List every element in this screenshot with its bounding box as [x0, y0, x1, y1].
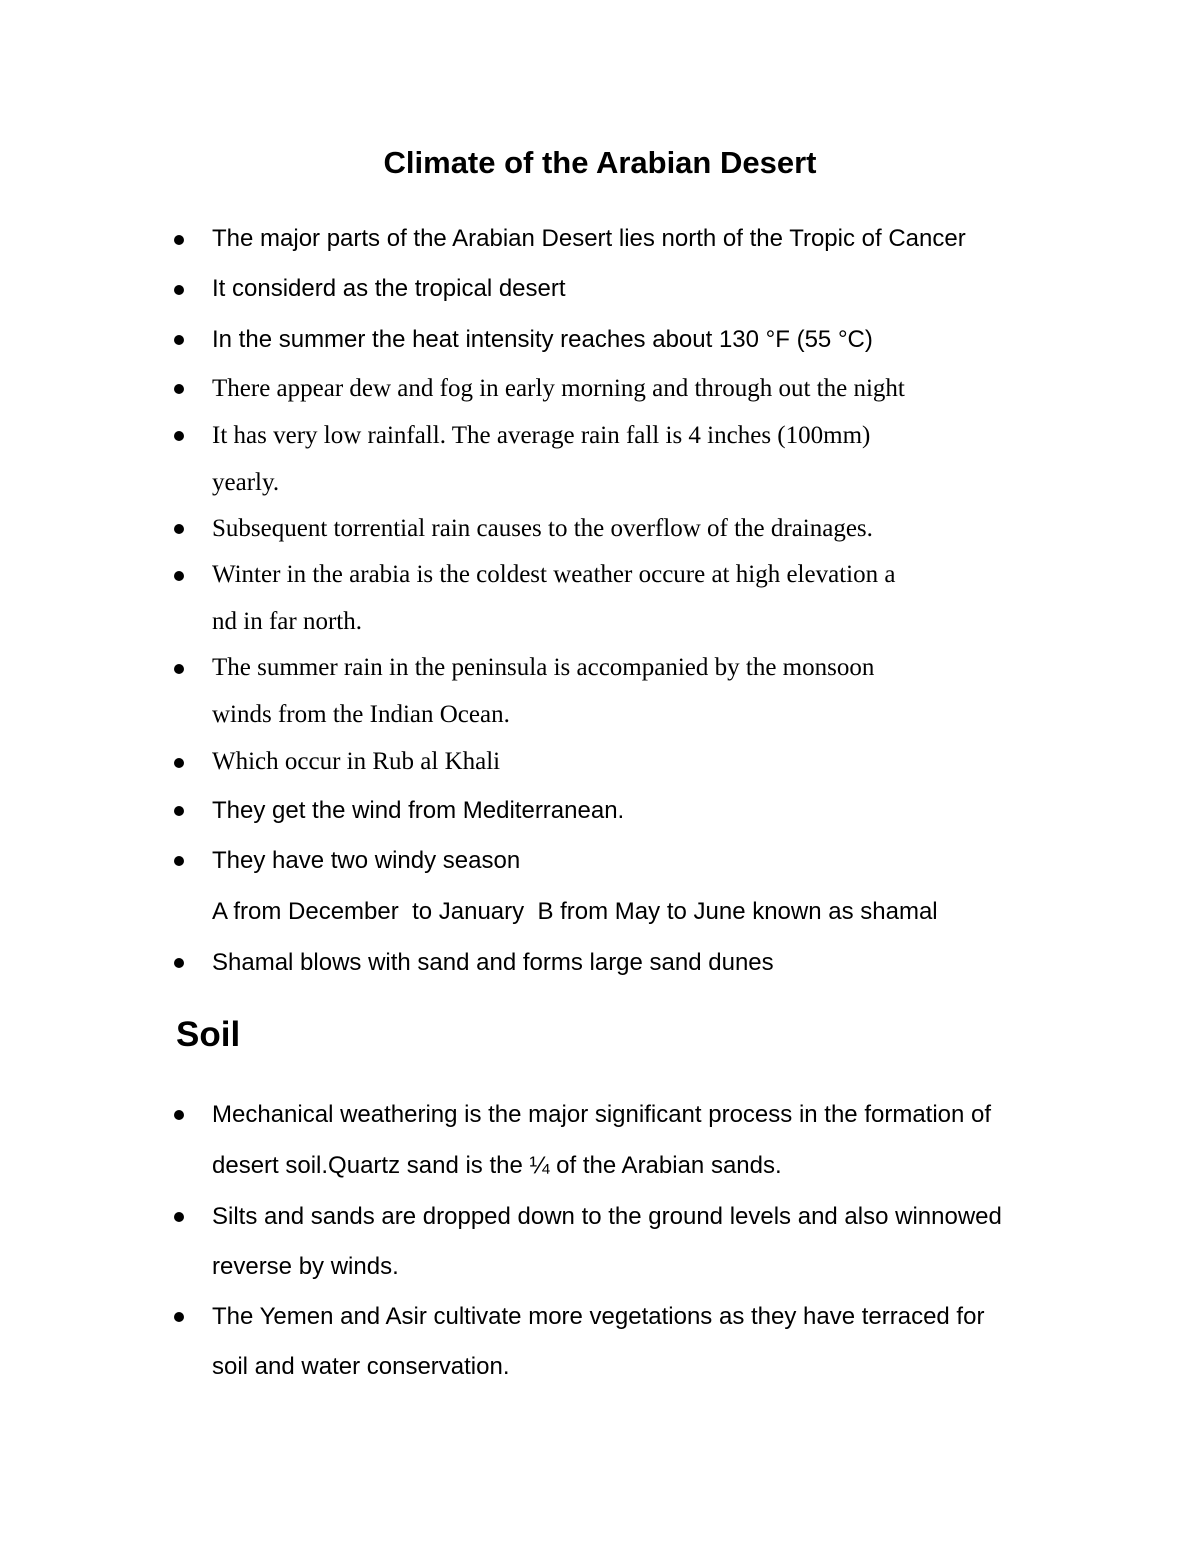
- climate-item-text: It considerd as the tropical desert: [212, 275, 566, 302]
- bullet-icon: [174, 335, 184, 345]
- bullet-icon: [174, 1212, 184, 1222]
- climate-item-continuation: nd in far north.: [212, 608, 362, 635]
- climate-item-text: Shamal blows with sand and forms large sand dunes: [212, 949, 774, 976]
- climate-item-text: There appear dew and fog in early morning and through out the night: [212, 375, 905, 402]
- bullet-icon: [174, 235, 184, 245]
- bullet-icon: [174, 856, 184, 866]
- soil-item-continuation: reverse by winds.: [212, 1253, 399, 1280]
- soil-item-continuation: desert soil.Quartz sand is the ¼ of the Arabian sands.: [212, 1152, 782, 1179]
- bullet-icon: [174, 571, 184, 581]
- bullet-icon: [174, 1110, 184, 1120]
- soil-item-text: Silts and sands are dropped down to the ground levels and also winnowed: [212, 1203, 1002, 1230]
- bullet-icon: [174, 1312, 184, 1322]
- climate-item-continuation: A from December to January B from May to June known as shamal: [212, 898, 938, 925]
- climate-item-text: Which occur in Rub al Khali: [212, 748, 501, 775]
- soil-item-continuation: soil and water conservation.: [212, 1353, 510, 1380]
- bullet-icon: [174, 431, 184, 441]
- climate-item-text: They have two windy season: [212, 847, 521, 874]
- bullet-icon: [174, 958, 184, 968]
- climate-item-text: In the summer the heat intensity reaches about 130 °F (55 °C): [212, 326, 873, 353]
- soil-item-text: The Yemen and Asir cultivate more vegetations as they have terraced for: [212, 1303, 985, 1330]
- soil-item-text: Mechanical weathering is the major significant process in the formation of: [212, 1101, 992, 1128]
- soil-heading: Soil: [176, 1015, 241, 1054]
- climate-item-text: Winter in the arabia is the coldest weather occure at high elevation a: [212, 561, 896, 588]
- climate-item-text: The major parts of the Arabian Desert lies north of the Tropic of Cancer: [212, 225, 966, 252]
- climate-item-text: Subsequent torrential rain causes to the overflow of the drainages.: [212, 515, 873, 542]
- bullet-icon: [174, 285, 184, 295]
- document-title: Climate of the Arabian Desert: [383, 145, 817, 180]
- climate-item-continuation: yearly.: [212, 469, 280, 496]
- climate-item-text: The summer rain in the peninsula is accompanied by the monsoon: [212, 654, 875, 681]
- bullet-icon: [174, 524, 184, 534]
- bullet-icon: [174, 664, 184, 674]
- climate-item-text: It has very low rainfall. The average rain fall is 4 inches (100mm): [212, 422, 871, 449]
- climate-item-text: They get the wind from Mediterranean.: [212, 797, 625, 824]
- bullet-icon: [174, 384, 184, 394]
- bullet-icon: [174, 758, 184, 768]
- bullet-icon: [174, 806, 184, 816]
- climate-item-continuation: winds from the Indian Ocean.: [212, 701, 510, 728]
